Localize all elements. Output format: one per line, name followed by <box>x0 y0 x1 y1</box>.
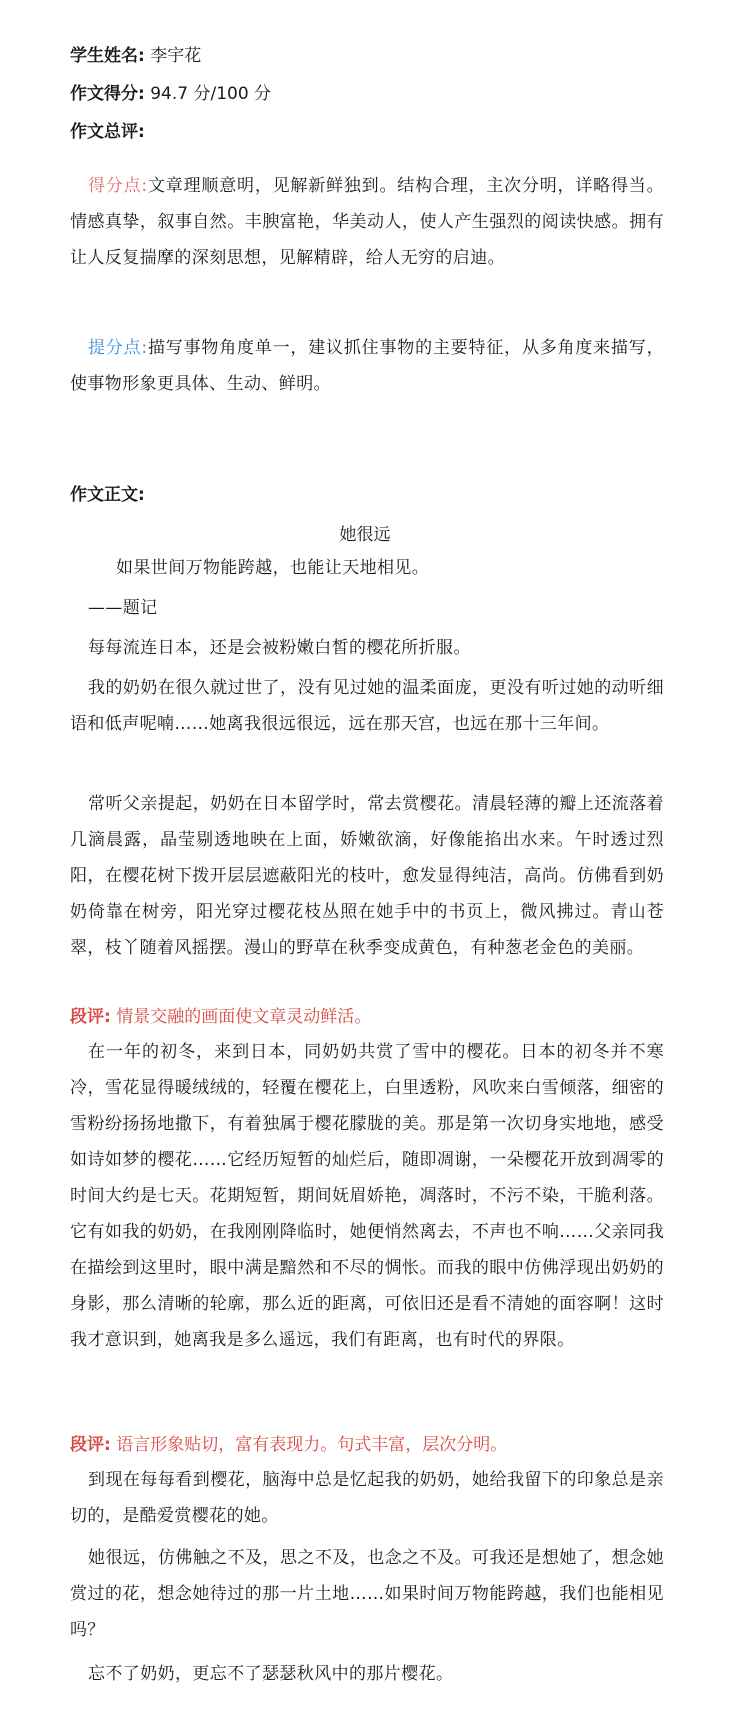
essay-paragraph-4: 在一年的初冬，来到日本，同奶奶共赏了雪中的樱花。日本的初冬并不寒冷，雪花显得暖绒绒的，轻覆在樱花上，白里透粉，风吹来白雪倾落，细密的雪粉纷扬扬地撒下，有着独属于樱花朦胧的美。那是第一次切身实地地，感受如诗如梦的樱花……它经历短暂的灿烂后，随即凋谢，一朵樱花开放到凋零的时间大约是七天。花期短暂，期间妩眉娇艳，凋落时，不污不染，干脆利落。它有如我的奶奶，在我刚刚降临时，她便悄然离去，不声也不响……父亲同我在描绘到这里时，眼中满是黯然和不尽的惆怅。而我的眼中仿佛浮现出奶奶的身影，那么清晰的轮廓，那么近的距离，可依旧还是看不清她的面容啊！这时我才意识到，她离我是多么遥远，我们有距离，也有时代的界限。 <box>70 1042 664 1350</box>
essay-paragraph-3: 常听父亲提起，奶奶在日本留学时，常去赏樱花。清晨轻薄的瓣上还流落着几滴晨露，晶莹剔透地映在上面，娇嫩欲滴，好像能掐出水来。午时透过烈阳，在樱花树下拨开层层遮蔽阳光的枝叶，愈发显得纯洁，高尚。仿佛看到奶奶倚靠在树旁，阳光穿过樱花枝丛照在她手中的书页上，微风拂过。青山苍翠，枝丫随着风摇摆。漫山的野草在秋季变成黄色，有种葱老金色的美丽。 <box>70 794 664 958</box>
essay-paragraph-7: 忘不了奶奶，更忘不了瑟瑟秋风中的那片樱花。 <box>88 1664 454 1684</box>
epigraph-source: ——题记 <box>88 598 158 618</box>
overall-label-line <box>70 120 145 144</box>
epigraph: 如果世间万物能跨越，也能让天地相见。 <box>116 558 430 578</box>
comment-2-text: 语言形象贴切，富有表现力。句式丰富，层次分明。 <box>116 1435 508 1455</box>
paragraph-comment-2 <box>70 1430 507 1455</box>
comment-2-label: 段评: <box>70 1435 111 1455</box>
essay-paragraph-1: 每每流连日本，还是会被粉嫩白皙的樱花所折服。 <box>88 638 471 658</box>
student-name-line <box>70 44 201 68</box>
student-name-value: 李宇花 <box>150 46 202 66</box>
merit-label: 得分点: <box>88 176 148 196</box>
improve-paragraph <box>70 330 664 402</box>
essay-paragraph-6: 她很远，仿佛触之不及，思之不及，也念之不及。可我还是想她了，想念她赏过的花，想念她待过的那一片土地……如果时间万物能跨越，我们也能相见吗？ <box>70 1548 664 1640</box>
essay-paragraph-5: 到现在每每看到樱花，脑海中总是忆起我的奶奶，她给我留下的印象总是亲切的，是酷爱赏樱花的她。 <box>70 1470 664 1526</box>
improve-label: 提分点: <box>88 338 148 358</box>
essay-paragraph-2: 我的奶奶在很久就过世了，没有见过她的温柔面庞，更没有听过她的动听细语和低声呢喃……她离我很远很远，远在那天宫，也远在那十三年间。 <box>70 678 664 734</box>
comment-1-label: 段评: <box>70 1007 111 1027</box>
improve-text: 描写事物角度单一，建议抓住事物的主要特征，从多角度来描写，使事物形象更具体、生动、鲜明。 <box>70 338 664 394</box>
comment-1-text: 情景交融的画面使文章灵动鲜活。 <box>116 1007 372 1027</box>
overall-label: 作文总评: <box>70 122 145 142</box>
body-label: 作文正文: <box>70 485 145 505</box>
essay-title: 她很远 <box>339 525 391 545</box>
student-name-label: 学生姓名: <box>70 46 145 66</box>
score-label: 作文得分: <box>70 84 145 104</box>
score-value: 94.7 分/100 分 <box>150 84 272 104</box>
score-line <box>70 82 271 106</box>
merit-text: 文章理顺意明，见解新鲜独到。结构合理，主次分明，详略得当。情感真挚，叙事自然。丰腴富艳，华美动人，使人产生强烈的阅读快感。拥有让人反复揣摩的深刻思想，见解精辟，给人无穷的启迪。 <box>70 176 664 268</box>
merit-paragraph <box>70 168 664 276</box>
paragraph-comment-1 <box>70 1002 371 1027</box>
